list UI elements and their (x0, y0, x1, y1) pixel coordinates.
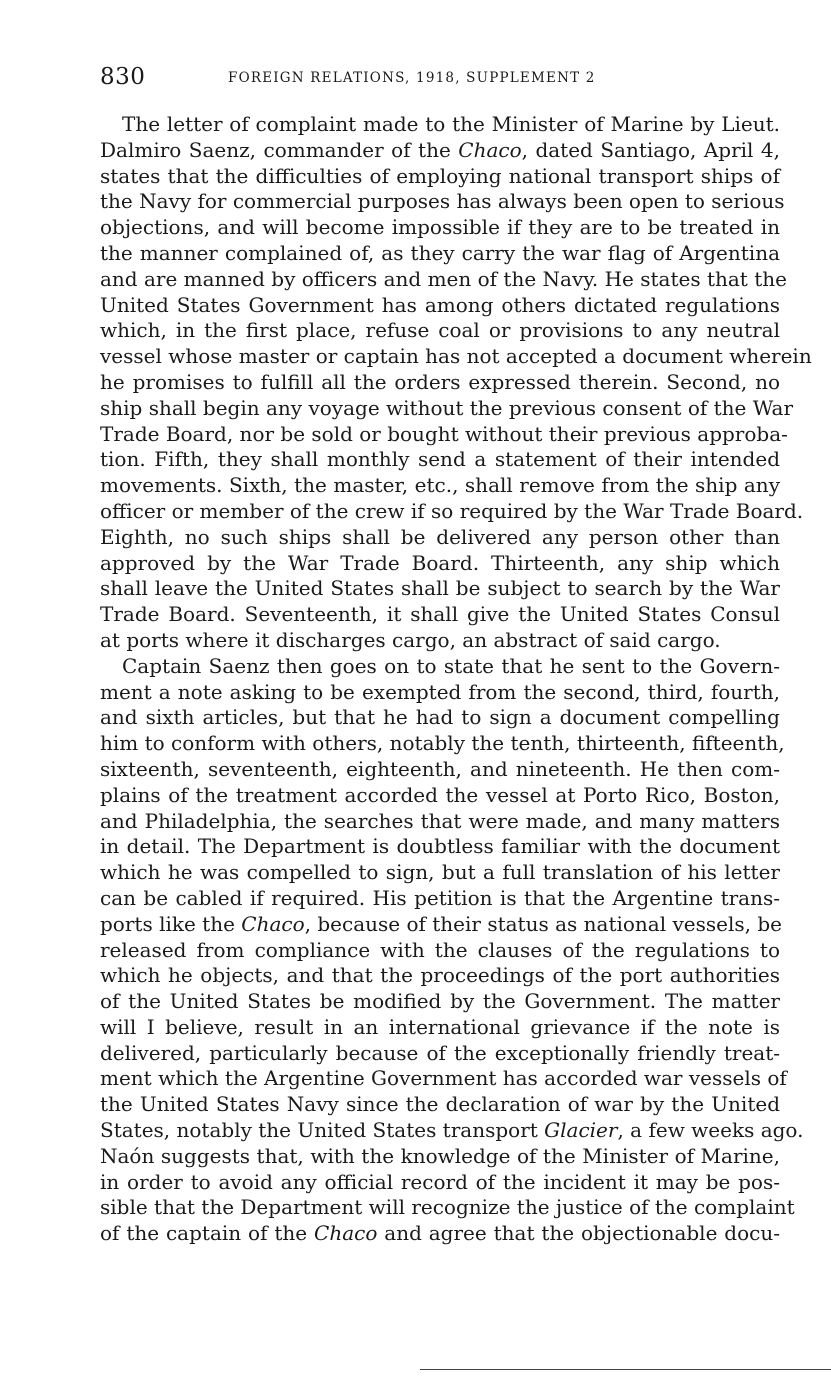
text-line: at ports where it discharges cargo, an abstract of said cargo. (100, 627, 721, 652)
text-line: shall leave the United States shall be subject to search by the War (100, 576, 780, 601)
text-line: and sixth articles, but that he had to sign a document compelling (100, 705, 780, 730)
text-line: ment a note asking to be exempted from the second, third, fourth, (100, 679, 780, 704)
running-head: FOREIGN RELATIONS, 1918, SUPPLEMENT 2 (228, 70, 596, 86)
text-line: and Philadelphia, the searches that were made, and many matters (100, 808, 780, 833)
text-line: ment which the Argentine Government has accorded war vessels of (100, 1066, 787, 1091)
text-line: sible that the Department will recognize the justice of the complaint (100, 1195, 795, 1220)
text-line: which he was compelled to sign, but a full translation of his letter (100, 860, 780, 885)
text-line: ports like the Chaco, because of their status as national vessels, be (100, 911, 782, 936)
text-line: the Navy for commercial purposes has always been open to serious (100, 189, 785, 214)
text-line: will I believe, result in an international grievance if the note is (100, 1014, 780, 1039)
text-line: released from compliance with the clauses of the regulations to (100, 937, 780, 962)
text-line: sixteenth, seventeenth, eighteenth, and nineteenth. He then com- (100, 756, 780, 781)
text-line: Dalmiro Saenz, commander of the Chaco, dated Santiago, April 4, (100, 137, 780, 162)
text-line: vessel whose master or captain has not accepted a document wherein (100, 344, 812, 369)
page-edge-rule (420, 1369, 831, 1370)
text-line: Trade Board, nor be sold or bought without their previous approba- (100, 421, 788, 446)
text-line: plains of the treatment accorded the vessel at Porto Rico, Boston, (100, 782, 780, 807)
text-line: officer or member of the crew if so required by the War Trade Board. (100, 498, 804, 523)
text-line: movements. Sixth, the master, etc., shall remove from the ship any (100, 473, 780, 498)
vessel-name: Chaco (241, 911, 305, 936)
text-line: Eighth, no such ships shall be delivered any person other than (100, 524, 780, 549)
text-line: Naón suggests that, with the knowledge of the Minister of Marine, (100, 1143, 780, 1168)
vessel-name: Glacier (544, 1118, 618, 1143)
text-line: in detail. The Department is doubtless familiar with the document (100, 834, 780, 859)
text-line: which he objects, and that the proceedings of the port authorities (100, 963, 780, 988)
page-header (100, 62, 780, 94)
text-line: United States Government has among others dictated regulations (100, 292, 780, 317)
text-line: of the captain of the Chaco and agree that the objectionable docu- (100, 1221, 780, 1246)
text-line: The letter of complaint made to the Minister of Marine by Lieut. (122, 112, 780, 136)
text-line: can be cabled if required. His petition is that the Argentine trans- (100, 885, 780, 910)
page-number: 830 (100, 64, 146, 90)
text-line: ship shall begin any voyage without the previous consent of the War (100, 395, 794, 420)
text-line: him to conform with others, notably the tenth, thirteenth, fifteenth, (100, 731, 785, 756)
text-line: approved by the War Trade Board. Thirteenth, any ship which (100, 550, 780, 575)
text-line: in order to avoid any official record of the incident it may be pos- (100, 1169, 780, 1194)
text-line: Trade Board. Seventeenth, it shall give the United States Consul (100, 602, 780, 627)
vessel-name: Chaco (458, 137, 522, 162)
text-line: the manner complained of, as they carry the war flag of Argentina (100, 240, 780, 265)
text-line: he promises to fulfill all the orders expressed therein. Second, no (100, 369, 780, 394)
text-line: which, in the first place, refuse coal or provisions to any neutral (100, 318, 780, 343)
text-line: States, notably the United States transport Glacier, a few weeks ago. (100, 1118, 804, 1143)
text-line: Captain Saenz then goes on to state that he sent to the Govern- (122, 653, 780, 678)
text-line: delivered, particularly because of the exceptionally friendly treat- (100, 1040, 780, 1065)
text-line: states that the difficulties of employing national transport ships of (100, 163, 780, 188)
vessel-name: Chaco (314, 1221, 378, 1246)
text-line: and are manned by officers and men of the Navy. He states that the (100, 266, 787, 291)
text-line: tion. Fifth, they shall monthly send a statement of their intended (100, 447, 780, 472)
text-line: objections, and will become impossible if they are to be treated in (100, 215, 780, 240)
text-line: of the United States be modified by the Government. The matter (100, 989, 780, 1014)
body-text (100, 112, 812, 1247)
text-line: the United States Navy since the declaration of war by the United (100, 1092, 780, 1117)
